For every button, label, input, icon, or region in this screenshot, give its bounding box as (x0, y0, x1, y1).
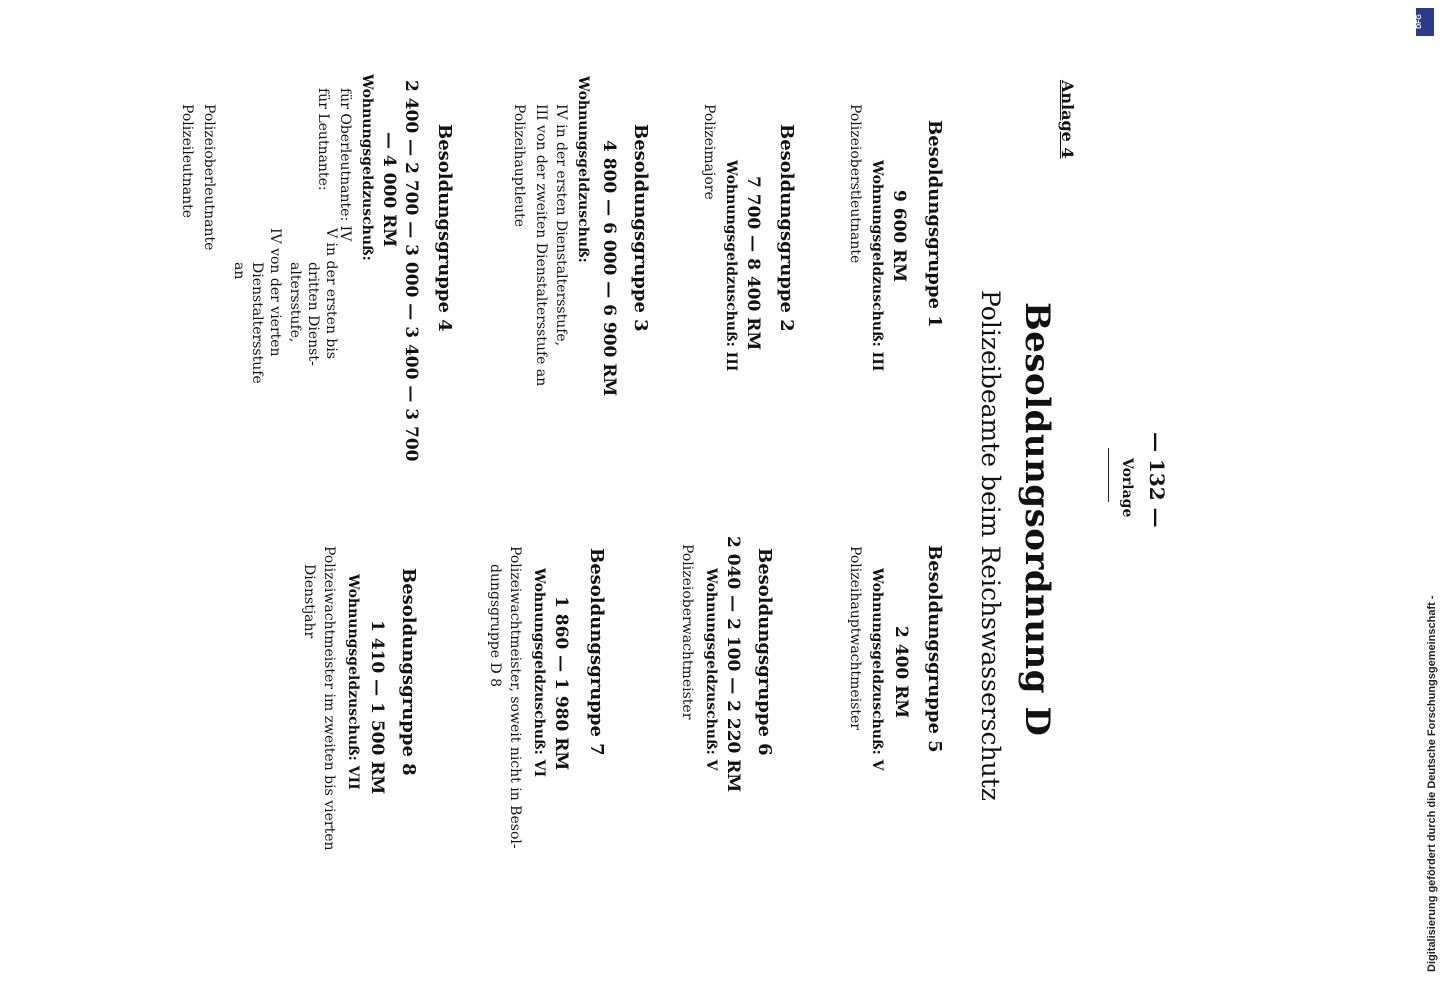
housing-allowance: Wohnungsgeldzuschuß: V (703, 568, 719, 771)
group-amount: 9 600 RM (889, 190, 909, 283)
housing-allowance: Wohnungsgeldzuschuß: VII (345, 574, 361, 790)
rank-name: Polizeiwachtmeister, soweit nicht in Besol- (507, 546, 523, 849)
allowance-line: für Oberleutnante: IV (337, 88, 353, 242)
housing-allowance: Wohnungsgeldzuschuß: III (723, 160, 739, 372)
rank-name: Polizeiwachtmeister im zweiten bis vierten (321, 546, 337, 851)
vorlage-label: Vorlage (1119, 458, 1135, 518)
rank-name-continued: Dienstjahr (301, 564, 317, 639)
vorlage-underline (1108, 448, 1109, 502)
housing-allowance: Wohnungsgeldzuschuß: III (869, 160, 885, 372)
funding-notice (1415, 6, 1446, 996)
rank-name: Polizeioberleutnante (201, 104, 217, 251)
group-amount-continued: — 4 000 RM (379, 132, 399, 248)
funding-notice-text: Digitalisierung gefördert durch die Deutsche Forschungsgemeinschaft - (1426, 595, 1438, 972)
group-heading: Besoldungsgruppe 2 (776, 124, 797, 332)
page-subtitle: Polizeibeamte beim Reichswasserschutz (976, 290, 1005, 801)
allowance-line: Dienstaltersstufe (249, 262, 265, 384)
allowance-line: altersstufe, (287, 262, 303, 343)
dfg-logo: DFG (1416, 8, 1434, 36)
allowance-line: für Leutnante: (315, 88, 331, 191)
rank-name: Polizeihauptleute (511, 104, 527, 228)
allowance-line: V in der ersten bis (323, 228, 339, 360)
allowance-line: IV in der ersten Dienstaltersstufe, (553, 104, 569, 347)
group-heading: Besoldungsgruppe 4 (434, 124, 455, 332)
group-heading: Besoldungsgruppe 3 (630, 124, 651, 332)
group-heading: Besoldungsgruppe 6 (754, 548, 775, 756)
group-heading: Besoldungsgruppe 8 (398, 568, 419, 776)
rank-name: Polizeileutnante (179, 104, 195, 219)
anlage-label: Anlage 4 (1058, 80, 1077, 159)
allowance-line: an (231, 262, 247, 280)
allowance-line: dritten Dienst- (305, 262, 321, 366)
group-amount: 1 860 — 1 980 RM (551, 596, 571, 771)
rank-name: Polizeioberwachtmeister (679, 544, 695, 720)
housing-allowance: Wohnungsgeldzuschuß: VI (531, 568, 547, 778)
housing-allowance: Wohnungsgeldzuschuß: V (869, 568, 885, 771)
page-title: Besoldungsordnung D (1017, 302, 1057, 737)
rank-name: Polizeimajore (701, 104, 717, 200)
rank-name: Polizeihauptwachtmeister (847, 546, 863, 730)
group-heading: Besoldungsgruppe 7 (586, 548, 607, 756)
allowance-line: IV von der vierten (267, 228, 283, 357)
rotated-document-page (27, 40, 1207, 960)
group-amount: 1 410 — 1 500 RM (367, 620, 387, 795)
group-amount: 2 400 — 2 700 — 3 000 — 3 400 — 3 700 (401, 80, 421, 462)
rank-name-continued: dungsgruppe D 8 (487, 564, 503, 688)
group-heading: Besoldungsgruppe 1 (924, 120, 945, 328)
page-number: — 132 — (1145, 432, 1169, 528)
rank-name: Polizeioberstleutnante (847, 104, 863, 264)
group-heading: Besoldungsgruppe 5 (924, 545, 945, 753)
allowance-line: III von der zweiten Dienstaltersstufe an (533, 104, 549, 387)
group-amount: 2 400 RM (891, 626, 911, 719)
housing-allowance: Wohnungsgeldzuschuß: (359, 74, 375, 261)
housing-allowance: Wohnungsgeldzuschuß: (575, 76, 591, 263)
group-amount: 7 700 — 8 400 RM (743, 176, 763, 351)
group-amount: 4 800 — 6 000 — 6 900 RM (599, 140, 619, 397)
group-amount: 2 040 — 2 100 — 2 220 RM (723, 536, 743, 793)
